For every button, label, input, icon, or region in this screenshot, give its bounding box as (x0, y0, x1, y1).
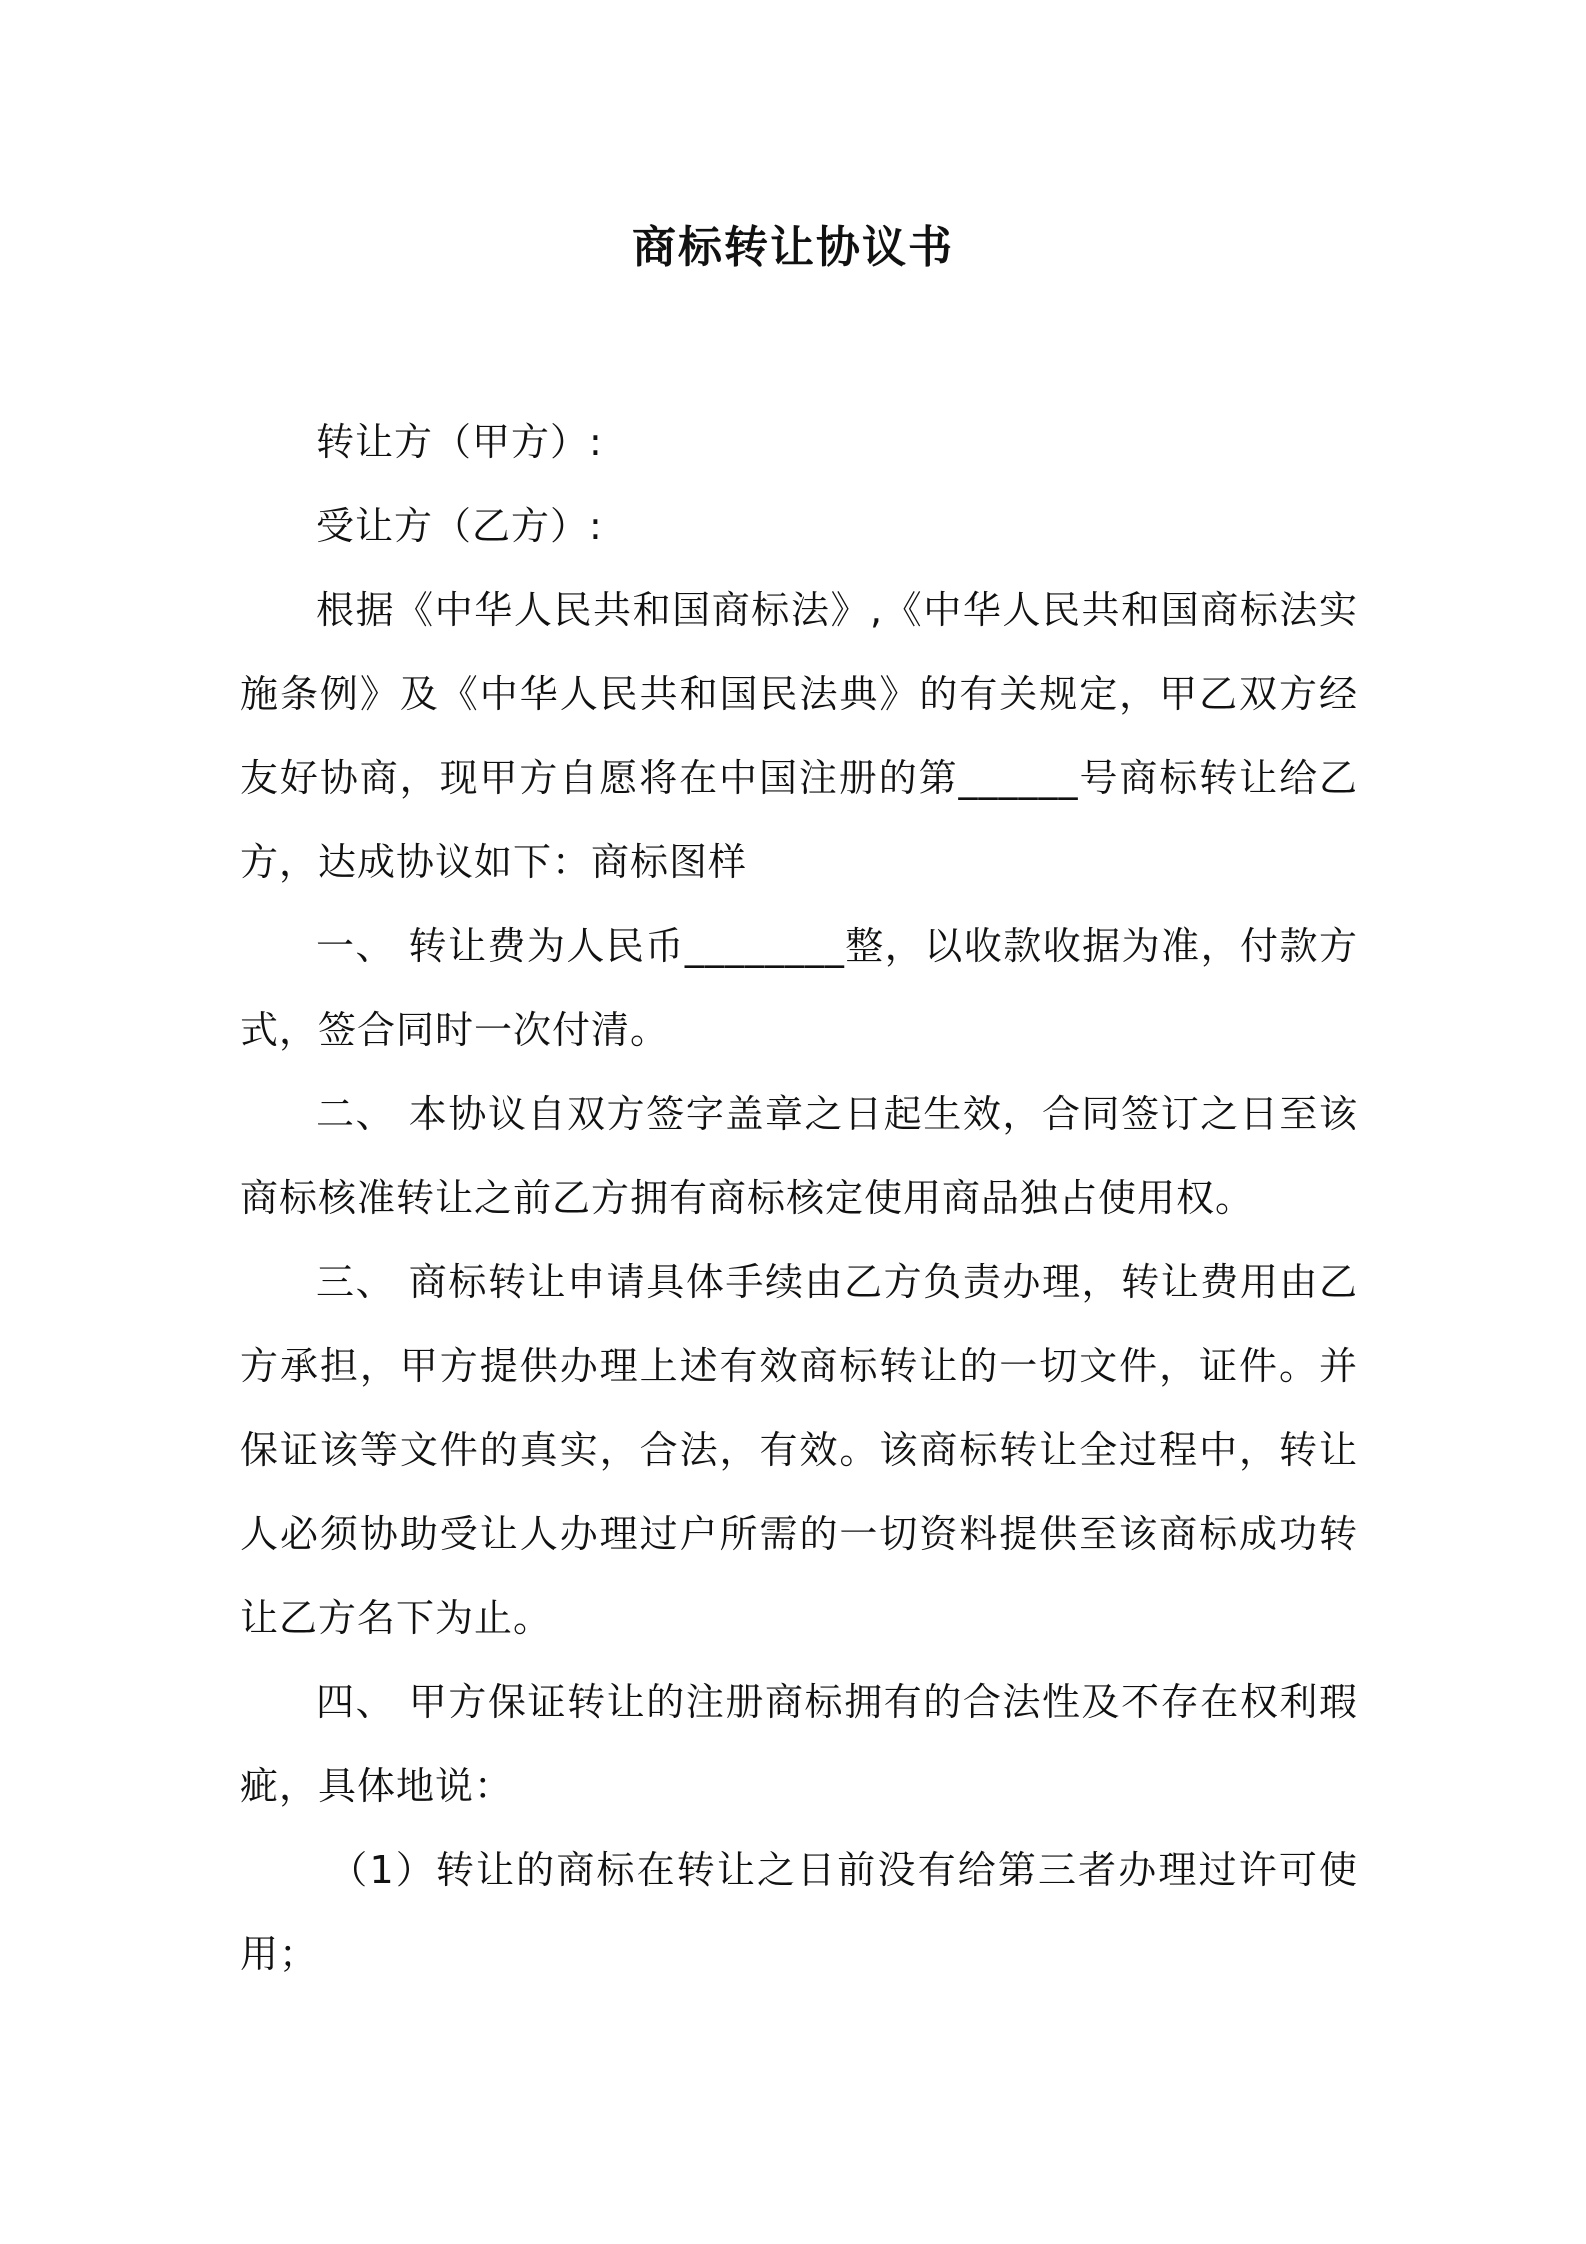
clause-1-paragraph: 一、 转让费为人民币________整，以收款收据为准，付款方式，签合同时一次付清。 (240, 924, 1358, 1052)
transferee-line: 受让方（乙方）: (316, 504, 603, 548)
document-body (240, 400, 1358, 1996)
clause-4-1-paragraph: （1）转让的商标在转让之日前没有给第三者办理过许可使用； (240, 1848, 1358, 1976)
clause-3-paragraph: 三、 商标转让申请具体手续由乙方负责办理，转让费用由乙方承担，甲方提供办理上述有效商标转让的一切文件，证件。并保证该等文件的真实，合法，有效。该商标转让全过程中，转让人必须协助受让人办理过户所需的一切资料提供至该商标成功转让乙方名下为止。 (240, 1260, 1358, 1640)
clause-2-paragraph: 二、 本协议自双方签字盖章之日起生效，合同签订之日至该商标核准转让之前乙方拥有商标核定使用商品独占使用权。 (240, 1092, 1358, 1220)
preamble-paragraph: 根据《中华人民共和国商标法》,《中华人民共和国商标法实施条例》及《中华人民共和国民法典》的有关规定，甲乙双方经友好协商，现甲方自愿将在中国注册的第______号商标转让给乙方，达成协议如下：商标图样 (240, 588, 1358, 884)
clause-4-paragraph: 四、 甲方保证转让的注册商标拥有的合法性及不存在权利瑕疵，具体地说： (240, 1680, 1358, 1808)
transferor-line: 转让方（甲方）: (316, 420, 603, 464)
document-title: 商标转让协议书 (632, 222, 954, 273)
